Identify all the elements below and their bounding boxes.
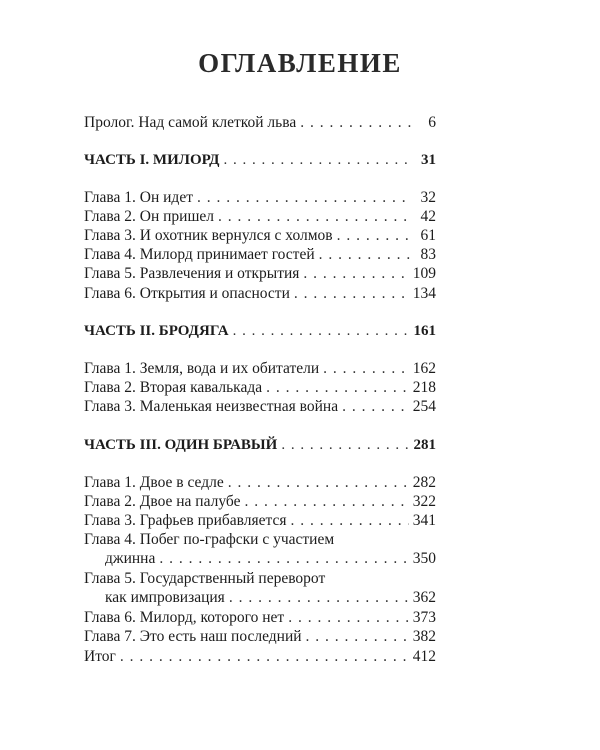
leader-dots — [288, 609, 409, 627]
toc-entry — [84, 360, 436, 378]
leader-dots — [337, 227, 412, 245]
leader-dots — [229, 589, 409, 607]
toc-entry-label: Глава 3. Маленькая неизвестная война — [84, 398, 339, 415]
toc-entry-prologue — [84, 114, 436, 132]
leader-dots — [120, 648, 409, 666]
leader-dots — [294, 285, 409, 303]
toc-part-2 — [84, 322, 436, 340]
toc-entry-page: 162 — [412, 360, 436, 377]
toc-entry-label: Глава 3. И охотник вернулся с холмов — [84, 227, 333, 244]
toc-entry-label: Глава 1. Он идет — [84, 189, 193, 206]
toc-entry-label: Глава 7. Это есть наш последний — [84, 628, 302, 645]
toc-entry-label: Глава 2. Двое на палубе — [84, 493, 241, 510]
leader-dots — [266, 379, 409, 397]
toc-entry-page: 134 — [412, 285, 436, 302]
leader-dots — [218, 208, 412, 226]
toc-entry-page: 282 — [412, 474, 436, 491]
part-page: 31 — [421, 152, 436, 168]
leader-dots — [291, 512, 409, 530]
leader-dots — [197, 189, 412, 207]
leader-dots — [303, 265, 408, 283]
toc-entry-label: Итог — [84, 648, 116, 665]
toc-entry-label: Глава 4. Побег по-графски с участием — [84, 531, 335, 548]
toc-entry-page: 373 — [412, 609, 436, 626]
toc-entry-page: 109 — [412, 265, 436, 282]
toc-entry-page: 42 — [420, 208, 436, 225]
toc-entry-label: Глава 6. Милорд, которого нет — [84, 609, 285, 626]
toc-entry — [105, 550, 436, 568]
toc-entry-page: 61 — [420, 227, 436, 244]
toc-entry-label: Глава 1. Земля, вода и их обитатели — [84, 360, 320, 377]
toc-entry-page: 254 — [412, 398, 436, 415]
toc-entry-page: 218 — [412, 379, 436, 396]
toc-entry-label-cont: как импровизация — [105, 589, 225, 606]
leader-dots — [233, 322, 410, 340]
toc-entry-label: Глава 4. Милорд принимает гостей — [84, 246, 315, 263]
toc-entry-label: Глава 2. Он пришел — [84, 208, 215, 225]
toc-entry — [84, 493, 436, 511]
leader-dots — [323, 360, 409, 378]
toc-entry-page: 6 — [428, 114, 436, 131]
toc-entry-page: 350 — [412, 550, 436, 567]
leader-dots — [159, 550, 408, 568]
toc-entry — [84, 189, 436, 207]
toc-entry-page: 83 — [420, 246, 436, 263]
toc-entry-page: 322 — [412, 493, 436, 510]
leader-dots — [244, 493, 408, 511]
toc-entry-page: 412 — [412, 648, 436, 665]
toc-entry — [84, 512, 436, 530]
part-title: ЧАСТЬ II. БРОДЯГА — [84, 323, 229, 339]
leader-dots — [306, 628, 409, 646]
toc-entry — [84, 379, 436, 397]
toc-part-1 — [84, 151, 436, 169]
toc-entry-label: Глава 6. Открытия и опасности — [84, 285, 290, 302]
toc-entry-epilogue — [84, 648, 436, 666]
toc-entry — [105, 589, 436, 607]
toc-entry — [84, 398, 436, 416]
leader-dots — [228, 474, 409, 492]
toc-entry — [84, 609, 436, 627]
toc-entry — [84, 265, 436, 283]
toc-entry-label: Пролог. Над самой клеткой льва — [84, 114, 297, 131]
toc-entry-page: 382 — [412, 628, 436, 645]
toc-entry — [84, 628, 436, 646]
toc-entry-label: Глава 5. Развлечения и открытия — [84, 265, 300, 282]
toc-entry-label-cont: джинна — [105, 550, 156, 567]
toc-entry-page: 341 — [412, 512, 436, 529]
part-page: 281 — [413, 437, 436, 453]
leader-dots — [281, 436, 409, 454]
toc-entry-label: Глава 3. Графьев прибавляется — [84, 512, 287, 529]
part-page: 161 — [413, 323, 436, 339]
part-title: ЧАСТЬ III. ОДИН БРАВЫЙ — [84, 437, 278, 453]
toc-entry — [84, 285, 436, 303]
toc-entry-label: Глава 5. Государственный переворот — [84, 570, 326, 587]
toc-entry-label: Глава 1. Двое в седле — [84, 474, 224, 491]
toc-entry-page: 362 — [412, 589, 436, 606]
toc-part-3 — [84, 436, 436, 454]
toc-entry — [84, 227, 436, 245]
toc-entry-page: 32 — [420, 189, 436, 206]
toc-entry — [84, 208, 436, 226]
leader-dots — [223, 151, 412, 169]
part-title: ЧАСТЬ I. МИЛОРД — [84, 152, 220, 168]
leader-dots — [342, 398, 409, 416]
toc-entry — [84, 474, 436, 492]
leader-dots — [319, 246, 412, 264]
page-title: ОГЛАВЛЕНИЕ — [198, 48, 402, 78]
toc-entry-label: Глава 2. Вторая кавалькада — [84, 379, 263, 396]
toc-entry — [84, 246, 436, 264]
leader-dots — [300, 114, 412, 132]
